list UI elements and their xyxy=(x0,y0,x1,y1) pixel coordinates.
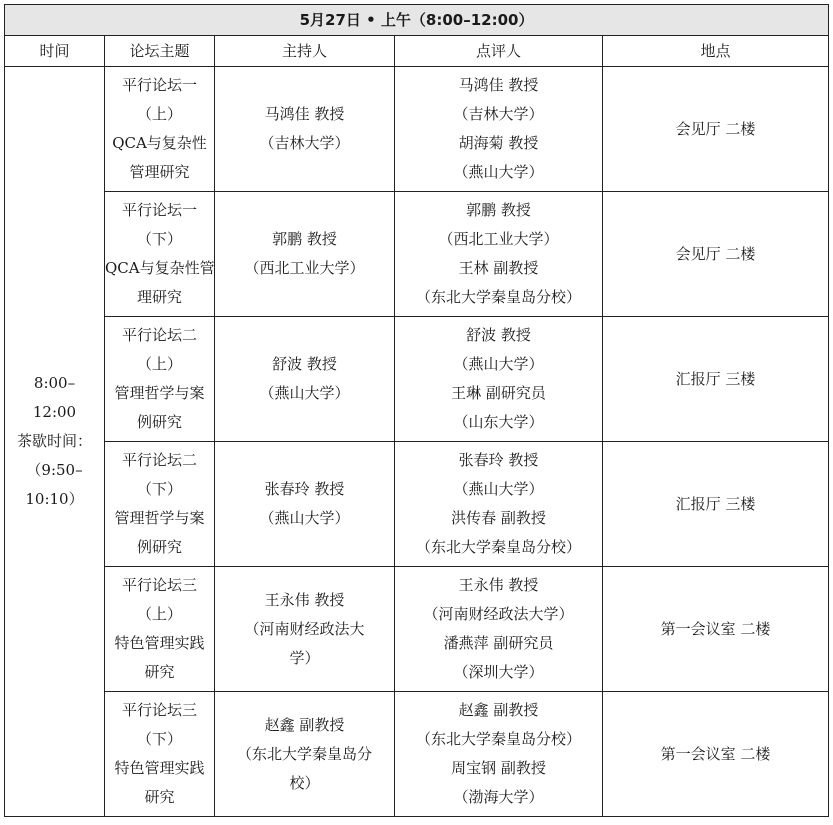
topic-line: 特色管理实践 xyxy=(114,634,205,652)
time-line: 10:10） xyxy=(25,490,84,508)
topic-line: 管理哲学与案 xyxy=(114,384,205,402)
reviewer-line: 王永伟 教授 xyxy=(458,576,539,594)
topic-line: （上） xyxy=(136,355,182,373)
reviewer-line: （东北大学秦皇岛分校） xyxy=(415,730,581,748)
time-line: 茶歇时间： xyxy=(16,432,92,450)
reviewer-cell xyxy=(395,567,603,692)
topic-line: 例研究 xyxy=(136,538,182,556)
host-line: 王永伟 教授 xyxy=(264,590,345,609)
reviewer-cell xyxy=(395,192,603,317)
host-line: （燕山大学） xyxy=(259,384,350,402)
location-cell: 会见厅 二楼 xyxy=(603,67,829,192)
reviewer-line: （东北大学秦皇岛分校） xyxy=(415,538,581,556)
header-topic: 论坛主题 xyxy=(105,36,215,67)
location-cell: 汇报厅 三楼 xyxy=(603,317,829,442)
host-line: 赵鑫 副教授 xyxy=(264,715,345,734)
topic-line: 平行论坛一 xyxy=(121,76,197,94)
topic-line: （下） xyxy=(136,480,182,498)
topic-line: QCA与复杂性管 xyxy=(105,259,215,277)
topic-cell xyxy=(105,192,215,317)
host-line: （吉林大学） xyxy=(259,134,350,152)
reviewer-line: 赵鑫 副教授 xyxy=(458,701,539,719)
host-line: （西北工业大学） xyxy=(244,259,365,277)
topic-line: 特色管理实践 xyxy=(114,759,205,777)
reviewer-line: （河南财经政法大学） xyxy=(423,605,574,623)
host-cell xyxy=(215,442,395,567)
reviewer-cell xyxy=(395,442,603,567)
reviewer-line: （燕山大学） xyxy=(453,480,544,498)
reviewer-cell xyxy=(395,692,603,817)
topic-line: 理研究 xyxy=(136,288,182,306)
reviewer-line: 张春玲 教授 xyxy=(458,451,539,469)
reviewer-line: 周宝钢 副教授 xyxy=(451,759,546,777)
time-line: 12:00 xyxy=(32,403,77,421)
reviewer-line: （东北大学秦皇岛分校） xyxy=(415,288,581,306)
topic-line: （下） xyxy=(136,230,182,248)
table-row xyxy=(5,317,829,442)
host-cell xyxy=(215,317,395,442)
location-cell: 第一会议室 二楼 xyxy=(603,567,829,692)
header-location: 地点 xyxy=(603,36,829,67)
reviewer-line: 潘燕萍 副研究员 xyxy=(443,634,554,652)
topic-line: 平行论坛一 xyxy=(121,201,197,219)
time-line: 8:00– xyxy=(33,374,76,392)
reviewer-line: 郭鹏 教授 xyxy=(466,201,531,219)
time-cell xyxy=(5,67,105,817)
topic-cell xyxy=(105,67,215,192)
topic-line: 管理哲学与案 xyxy=(114,509,205,527)
topic-line: 例研究 xyxy=(136,413,182,431)
topic-cell xyxy=(105,567,215,692)
location-cell: 汇报厅 三楼 xyxy=(603,442,829,567)
table-row xyxy=(5,442,829,567)
host-line: 马鸿佳 教授 xyxy=(264,105,345,123)
table-row xyxy=(5,192,829,317)
host-line: 郭鹏 教授 xyxy=(272,230,337,248)
table-row xyxy=(5,67,829,192)
host-cell xyxy=(215,67,395,192)
host-cell xyxy=(215,567,395,692)
topic-cell xyxy=(105,317,215,442)
topic-line: （上） xyxy=(136,105,182,123)
topic-line: （上） xyxy=(136,605,182,623)
host-line: （东北大学秦皇岛分 xyxy=(236,744,372,763)
topic-line: 研究 xyxy=(144,788,175,806)
topic-line: 研究 xyxy=(144,663,175,681)
reviewer-line: （深圳大学） xyxy=(453,663,544,681)
reviewer-line: （燕山大学） xyxy=(453,163,544,181)
schedule-table xyxy=(4,4,829,817)
host-line: 舒波 教授 xyxy=(272,355,337,373)
table-row xyxy=(5,567,829,692)
host-line: 学） xyxy=(289,648,320,667)
topic-line: 平行论坛三 xyxy=(121,576,197,594)
host-line: 张春玲 教授 xyxy=(264,480,345,498)
location-cell: 会见厅 二楼 xyxy=(603,192,829,317)
reviewer-line: （西北工业大学） xyxy=(438,230,559,248)
reviewer-line: 王林 副教授 xyxy=(458,259,539,277)
session-banner: 5月27日 • 上午（8:00–12:00） xyxy=(5,5,829,36)
topic-line: QCA与复杂性 xyxy=(112,134,207,152)
reviewer-cell xyxy=(395,317,603,442)
reviewer-line: 马鸿佳 教授 xyxy=(458,76,539,94)
reviewer-line: （山东大学） xyxy=(453,413,544,431)
header-reviewer: 点评人 xyxy=(395,36,603,67)
topic-line: 管理研究 xyxy=(129,163,190,181)
reviewer-line: 胡海菊 教授 xyxy=(458,134,539,152)
topic-line: 平行论坛三 xyxy=(121,701,197,719)
time-line: （9:50– xyxy=(26,461,83,479)
host-line: 校） xyxy=(289,773,320,792)
reviewer-line: 洪传春 副教授 xyxy=(451,509,546,527)
topic-cell xyxy=(105,442,215,567)
header-host: 主持人 xyxy=(215,36,395,67)
host-cell xyxy=(215,692,395,817)
host-line: （河南财经政法大 xyxy=(244,619,365,638)
topic-cell xyxy=(105,692,215,817)
header-time: 时间 xyxy=(5,36,105,67)
table-row xyxy=(5,692,829,817)
reviewer-line: （燕山大学） xyxy=(453,355,544,373)
host-cell xyxy=(215,192,395,317)
host-line: （燕山大学） xyxy=(259,509,350,527)
topic-line: 平行论坛二 xyxy=(121,451,197,469)
reviewer-line: （吉林大学） xyxy=(453,105,544,123)
location-cell: 第一会议室 二楼 xyxy=(603,692,829,817)
topic-line: 平行论坛二 xyxy=(121,326,197,344)
topic-line: （下） xyxy=(136,730,182,748)
reviewer-cell xyxy=(395,67,603,192)
reviewer-line: （渤海大学） xyxy=(453,788,544,806)
reviewer-line: 王琳 副研究员 xyxy=(451,384,546,402)
reviewer-line: 舒波 教授 xyxy=(466,326,531,344)
